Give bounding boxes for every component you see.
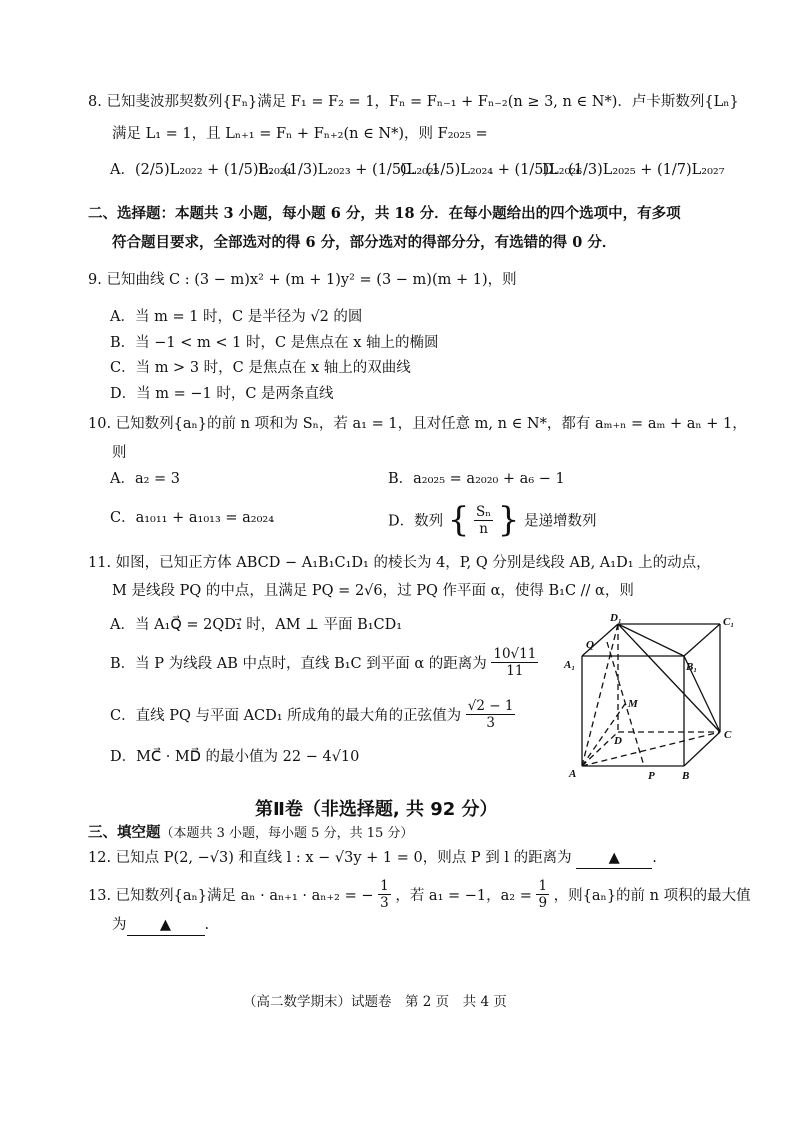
q11-option-b-numerator: 10√11 <box>493 646 537 662</box>
q11-stem-line1: 11. 如图，已知正方体 ABCD − A₁B₁C₁D₁ 的棱长为 4，P, Q 分别是线段 AB, A₁D₁ 上的动点， <box>88 555 711 571</box>
q10-option-b: B．a₂₀₂₅ = a₂₀₂₀ + a₆ − 1 <box>388 471 565 487</box>
q8-option-d: D．(1/3)L₂₀₂₅ + (1/7)L₂₀₂₇ <box>542 162 725 178</box>
q9-stem: 9. 已知曲线 C : (3 − m)x² + (m + 1)y² = (3 − m)(m + 1)，则 <box>88 272 517 288</box>
q9-option-c: C．当 m > 3 时，C 是焦点在 x 轴上的双曲线 <box>110 360 411 376</box>
q11-option-c <box>110 698 515 731</box>
q9-option-b: B．当 −1 < m < 1 时，C 是焦点在 x 轴上的椭圆 <box>110 335 439 351</box>
q13-text-start: 13. 已知数列{aₙ}满足 aₙ · aₙ₊₁ · aₙ₊₂ = − <box>88 888 374 904</box>
q11-option-c-numerator: √2 − 1 <box>467 698 514 714</box>
q10-option-d-prefix: D．数列 <box>388 513 444 530</box>
label-a1: A₁ <box>564 659 576 671</box>
q8-stem-line1: 8. 已知斐波那契数列{Fₙ}满足 F₁ = F₂ = 1，Fₙ = Fₙ₋₁ + Fₙ₋₂(n ≥ 3, n ∈ N*)．卢卡斯数列{Lₙ} <box>88 94 739 110</box>
q13-period: . <box>204 917 210 933</box>
page-footer: （高二数学期末）试题卷 第 2 页 共 4 页 <box>243 994 507 1010</box>
part2-title: 第Ⅱ卷（非选择题, 共 92 分） <box>255 799 498 820</box>
q11-stem-line2: M 是线段 PQ 的中点，且满足 PQ = 2√6，过 PQ 作平面 α，使得 B₁C // α，则 <box>112 583 634 599</box>
section3-title: 三、填空题 <box>88 824 161 841</box>
segment-q-p-hidden <box>607 642 644 766</box>
q11-option-c-fraction <box>466 698 516 731</box>
q13-stem-line2 <box>112 915 209 936</box>
q11-option-a: A．当 A₁Q⃗ = 2QD₁⃗ 时，AM ⊥ 平面 B₁CD₁ <box>110 617 403 633</box>
cube-figure <box>562 610 742 782</box>
q10-option-a: A．a₂ = 3 <box>110 471 181 487</box>
q8-option-c: C．(1/5)L₂₀₂₄ + (1/5)L₂₀₂₆ <box>400 162 583 178</box>
q13-fraction1-denominator: 3 <box>380 895 389 911</box>
q13-text-end: ，则{aₙ}的前 n 项积的最大值 <box>553 888 751 904</box>
q13-text-middle: ，若 a₁ = −1，a₂ = <box>395 888 532 904</box>
section3-heading <box>88 823 413 844</box>
q8-option-a: A．(2/5)L₂₀₂₂ + (1/5)L₂₀₂₄ <box>110 162 292 178</box>
q11-option-b-denominator: 11 <box>506 663 524 679</box>
edge-a-d-hidden <box>582 732 618 766</box>
q10-option-d-fraction <box>474 504 493 537</box>
q10-option-d-suffix: 是递增数列 <box>523 513 597 530</box>
q12-answer-blank[interactable]: ▲ <box>576 848 652 869</box>
section3-note: （本题共 3 小题，每小题 5 分，共 15 分） <box>160 826 414 841</box>
q13-fraction2-numerator: 1 <box>538 878 548 894</box>
q13-stem-line1 <box>88 878 751 911</box>
q10-option-d-numerator: Sₙ <box>476 503 492 520</box>
q12-period: . <box>652 850 657 866</box>
q11-option-b-text: B．当 P 为线段 AB 中点时，直线 B₁C 到平面 α 的距离为 <box>110 656 487 672</box>
q8-option-b: B．(1/3)L₂₀₂₃ + (1/5)L₂₀₂₅ <box>258 162 440 178</box>
label-d1: D₁ <box>610 612 622 624</box>
label-q: Q <box>586 639 594 651</box>
q10-stem-line1: 10. 已知数列{aₙ}的前 n 项和为 Sₙ，若 a₁ = 1，且对任意 m, n ∈ N*，都有 aₘ₊ₙ = aₘ + aₙ + 1， <box>88 416 747 432</box>
q10-option-d <box>388 500 596 540</box>
label-d: D <box>614 735 622 747</box>
q11-option-b-fraction <box>491 646 538 679</box>
q10-option-d-left-brace: { <box>447 500 470 540</box>
q13-fraction-one-third <box>378 878 391 911</box>
q9-option-a: A．当 m = 1 时，C 是半径为 √2 的圆 <box>110 309 363 325</box>
q13-answer-blank[interactable]: ▲ <box>127 915 205 936</box>
q11-option-d: D．MC⃗ · MD⃗ 的最小值为 22 − 4√10 <box>110 749 360 765</box>
section2-heading-line2: 符合题目要求，全部选对的得 6 分，部分选对的得部分分，有选错的得 0 分． <box>112 234 617 251</box>
segment-d1-b1 <box>618 624 684 656</box>
q12-stem <box>88 848 657 869</box>
q10-option-d-right-brace: } <box>497 500 520 540</box>
label-a: A <box>569 768 577 780</box>
q10-option-c: C．a₁₀₁₁ + a₁₀₁₃ = a₂₀₂₄ <box>110 510 275 526</box>
q9-option-d: D．当 m = −1 时，C 是两条直线 <box>110 386 334 402</box>
q10-option-d-denominator: n <box>479 520 488 537</box>
q12-text: 12. 已知点 P(2, −√3) 和直线 l : x − √3y + 1 = 0，则点 P 到 l 的距离为 <box>88 850 572 866</box>
q13-fraction1-numerator: 1 <box>380 878 389 894</box>
section2-heading-line1: 二、选择题：本题共 3 小题，每小题 6 分，共 18 分．在每小题给出的四个选项中，有多项 <box>88 205 681 222</box>
label-p: P <box>648 770 655 782</box>
q13-fraction2-denominator: 9 <box>538 895 548 911</box>
label-b: B <box>682 770 690 782</box>
label-b1: B₁ <box>686 661 698 673</box>
q13-fraction-one-ninth <box>536 878 549 911</box>
edge-b1-c1 <box>684 624 720 656</box>
q8-stem-line2: 满足 L₁ = 1，且 Lₙ₊₁ = Fₙ + Fₙ₊₂(n ∈ N*)，则 F₂₀₂₅ = <box>112 126 488 142</box>
q13-line2-prefix: 为 <box>112 917 127 933</box>
q11-option-c-denominator: 3 <box>486 715 495 731</box>
q10-stem-line2: 则 <box>112 445 127 461</box>
label-c1: C₁ <box>723 616 735 628</box>
label-m: M <box>628 698 638 710</box>
segment-d1-c <box>618 624 720 732</box>
q11-option-b <box>110 646 538 679</box>
q11-option-c-text: C．直线 PQ 与平面 ACD₁ 所成角的最大角的正弦值为 <box>110 708 462 724</box>
label-c: C <box>724 729 732 741</box>
